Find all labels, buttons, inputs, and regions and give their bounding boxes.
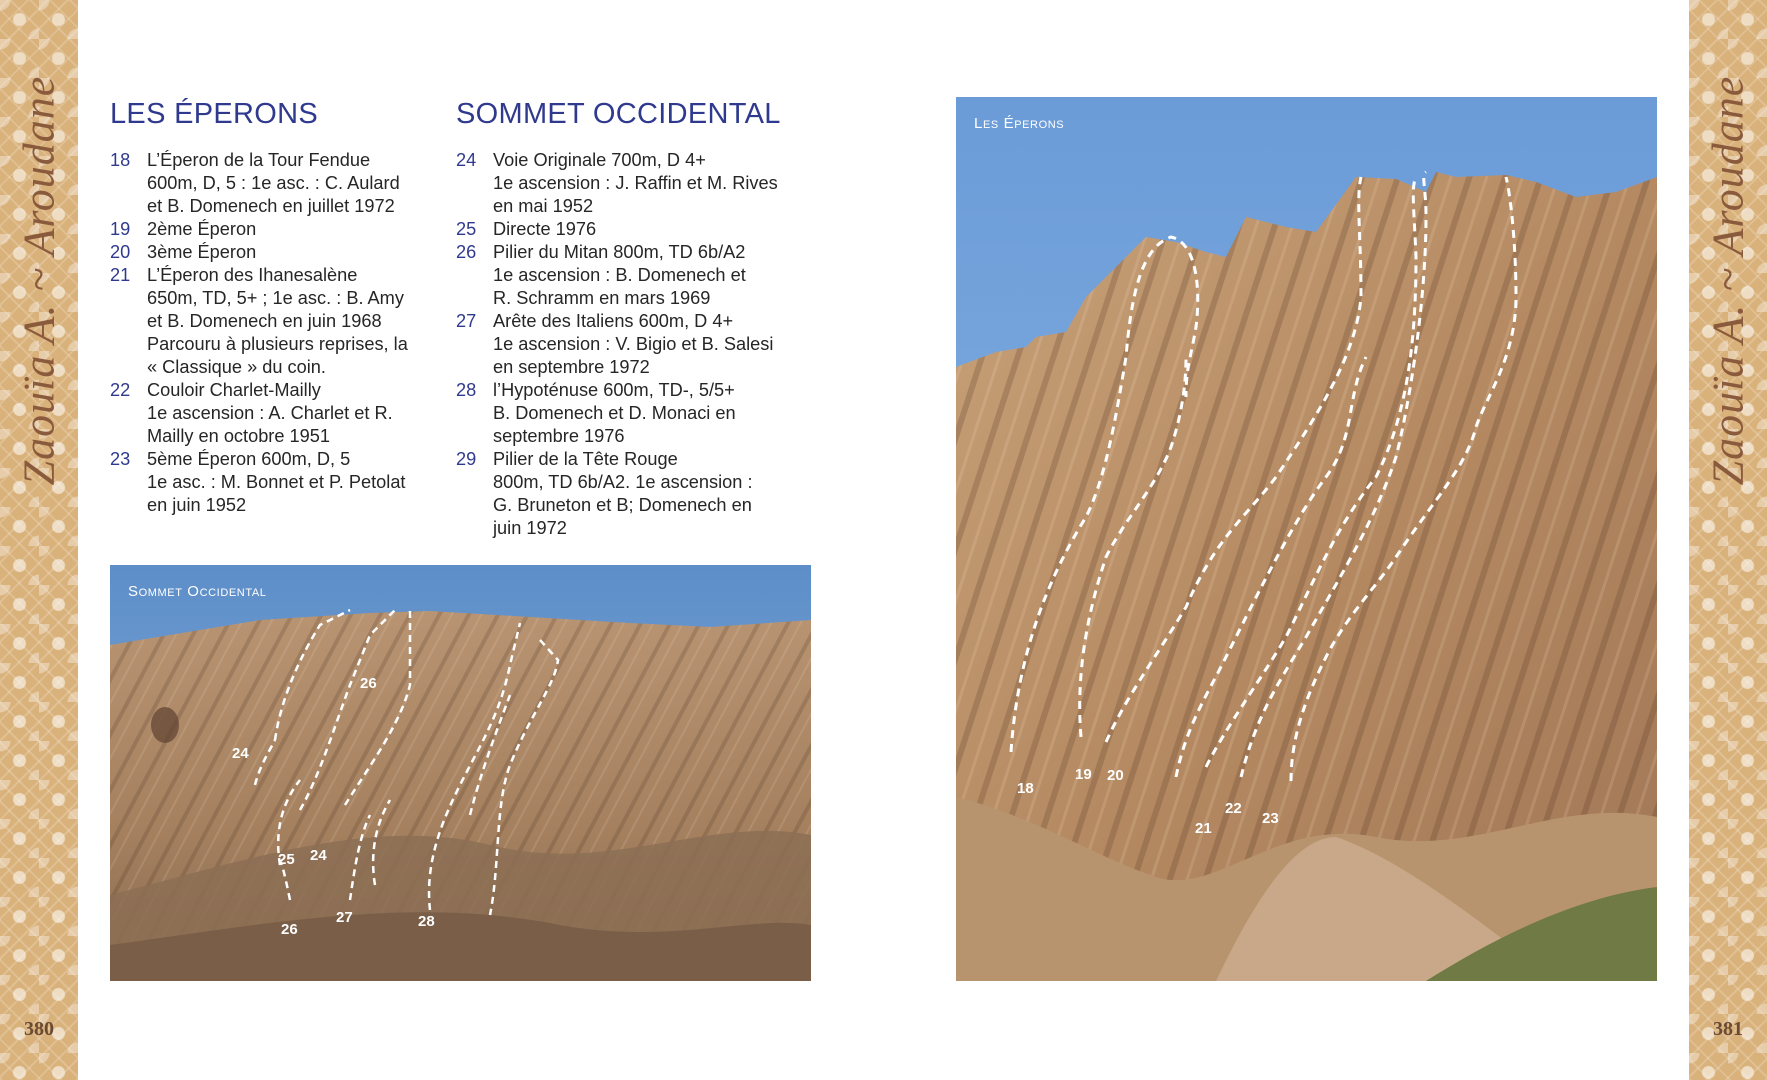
route-number: 18 [110,150,131,170]
photo-caption: Sommet Occidental [128,583,267,600]
route-description: l’Hypoténuse 600m, TD-, 5/5+ B. Domenech et D. Monaci en septembre 1976 [493,380,736,446]
route-number: 27 [456,311,477,331]
route-label: 23 [1262,810,1279,827]
route-item [110,241,440,264]
photo-caption: Les Éperons [974,115,1065,132]
route-label: 19 [1075,766,1092,783]
route-label: 25 [278,851,295,868]
route-description: 3ème Éperon [147,242,257,262]
route-description: 5ème Éperon 600m, D, 5 1e asc. : M. Bonnet et P. Petolat en juin 1952 [147,449,406,515]
route-number: 19 [110,219,131,239]
route-description: L’Éperon de la Tour Fendue 600m, D, 5 : 1e asc. : C. Aulard et B. Domenech en juillet 1972 [147,150,400,216]
photo-eperons [956,97,1657,981]
route-number: 29 [456,449,477,469]
route-number: 28 [456,380,477,400]
route-description: Voie Originale 700m, D 4+ 1e ascension : J. Raffin et M. Rives en mai 1952 [493,150,778,216]
route-item [456,310,796,379]
route-item [456,149,796,218]
route-number: 23 [110,449,131,469]
route-number: 20 [110,242,131,262]
left-ornamental-border [0,0,78,1080]
route-label: 28 [418,913,435,930]
section-title: SOMMET OCCIDENTAL [456,98,781,130]
route-item [456,379,796,448]
route-item [110,264,440,379]
route-number: 26 [456,242,477,262]
route-item [110,149,440,218]
route-item [110,218,440,241]
route-item [456,448,796,540]
route-number: 24 [456,150,477,170]
mountain-photo-occidental [110,565,811,981]
route-description: Pilier du Mitan 800m, TD 6b/A2 1e ascension : B. Domenech et R. Schramm en mars 1969 [493,242,746,308]
running-title-right: Zaouïa A. ~ Aroudane [1703,75,1753,485]
route-item [456,218,796,241]
right-ornamental-border [1689,0,1767,1080]
route-label: 24 [310,847,327,864]
page-number-right: 381 [1713,1018,1743,1040]
route-label: 26 [281,921,298,938]
route-label: 27 [336,909,353,926]
route-label: 21 [1195,820,1212,837]
route-number: 25 [456,219,477,239]
section-title: LES ÉPERONS [110,98,318,130]
running-title-left: Zaouïa A. ~ Aroudane [14,75,64,485]
route-label: 22 [1225,800,1242,817]
route-description: 2ème Éperon [147,219,257,239]
route-number: 21 [110,265,131,285]
route-label: 26 [360,675,377,692]
photo-sommet-occidental [110,565,811,981]
section-eperons [110,100,440,517]
section-sommet-occidental [456,100,796,540]
route-description: Directe 1976 [493,219,597,239]
mountain-photo-eperons [956,97,1657,981]
route-description: L’Éperon des Ihanesalène 650m, TD, 5+ ; 1e asc. : B. Amy et B. Domenech en juin 1968 Parcouru à plusieurs reprises, la « Classique » du coin. [147,265,408,377]
route-description: Pilier de la Tête Rouge 800m, TD 6b/A2. 1e ascension : G. Bruneton et B; Domenech en juin 1972 [493,449,753,538]
route-description: Couloir Charlet-Mailly 1e ascension : A. Charlet et R. Mailly en octobre 1951 [147,380,393,446]
route-item [110,379,440,448]
route-label: 20 [1107,767,1124,784]
route-label: 24 [232,745,249,762]
route-label: 18 [1017,780,1034,797]
route-item [456,241,796,310]
page-number-left: 380 [24,1018,54,1040]
route-number: 22 [110,380,131,400]
route-item [110,448,440,517]
route-description: Arête des Italiens 600m, D 4+ 1e ascension : V. Bigio et B. Salesi en septembre 1972 [493,311,774,377]
